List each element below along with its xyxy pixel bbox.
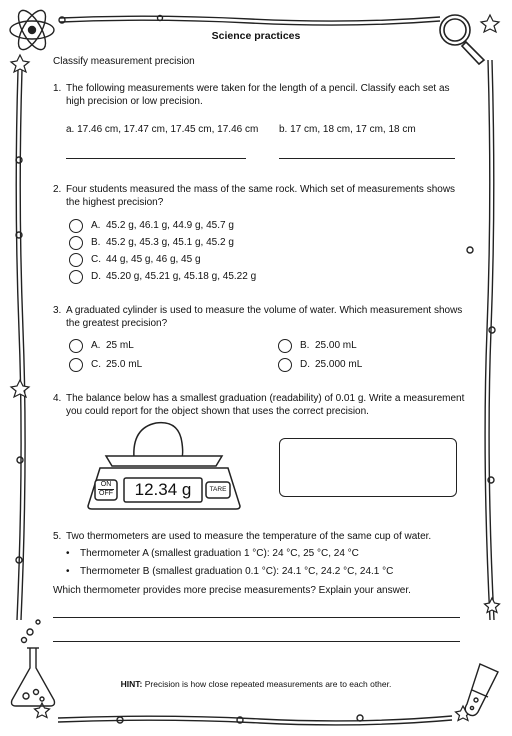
option-text: 25.00 mL [315, 340, 357, 351]
question-text-line1: A graduated cylinder is used to measure the volume of water. Which measurement shows [66, 305, 463, 316]
bullet-dot: • [66, 566, 70, 577]
q1-set-b: b. 17 cm, 18 cm, 17 cm, 18 cm [279, 124, 416, 135]
bullet-dot: • [66, 548, 70, 559]
answer-line-2[interactable] [53, 641, 460, 642]
question-number: 2. [53, 184, 62, 195]
page-title: Science practices [211, 30, 301, 42]
question-number: 3. [53, 305, 62, 316]
page-subtitle: Classify measurement precision [53, 56, 195, 67]
flask-icon [12, 620, 55, 706]
radio-circle[interactable] [278, 358, 292, 372]
question-text-line1: Two thermometers are used to measure the temperature of the same cup of water. [66, 531, 432, 542]
option-text: 45.2 g, 46.1 g, 44.9 g, 45.7 g [106, 220, 234, 231]
option-text: 25.000 mL [315, 359, 363, 370]
option-text: 45.2 g, 45.3 g, 45.1 g, 45.2 g [106, 237, 234, 248]
option-letter: D. [300, 359, 310, 370]
radio-circle[interactable] [69, 219, 83, 233]
option-letter: A. [91, 220, 101, 231]
question-number: 4. [53, 393, 62, 404]
question-text-line2: the highest precision? [66, 197, 164, 208]
hint-text [0, 679, 512, 689]
radio-circle[interactable] [69, 253, 83, 267]
question-5 [53, 530, 473, 546]
star-icon [11, 15, 500, 721]
tare-button[interactable]: TARE [209, 486, 227, 493]
radio-circle[interactable] [69, 236, 83, 250]
hint-label: HINT: [120, 679, 143, 689]
option-letter: C. [91, 359, 101, 370]
test-tube-icon [465, 664, 498, 716]
radio-circle[interactable] [69, 358, 83, 372]
option-text: 25 mL [106, 340, 134, 351]
question-text-line1: The balance below has a smallest graduation (readability) of 0.01 g. Write a measurement [66, 393, 465, 404]
on-off-button[interactable] [95, 481, 117, 498]
measurement-answer-box[interactable] [279, 438, 457, 497]
option-text: 44 g, 45 g, 46 g, 45 g [106, 254, 201, 265]
question-text-line2: high precision or low precision. [66, 96, 203, 107]
question-1 [53, 82, 473, 112]
option-letter: B. [91, 237, 101, 248]
off-label: OFF [99, 490, 113, 497]
radio-circle[interactable] [69, 339, 83, 353]
q1-set-a: a. 17.46 cm, 17.47 cm, 17.45 cm, 17.46 cm [66, 124, 259, 135]
option-letter: D. [91, 271, 101, 282]
answer-line-b[interactable] [279, 158, 455, 159]
question-3 [53, 304, 473, 334]
question-number: 5. [53, 531, 62, 542]
option-text: 25.0 mL [106, 359, 143, 370]
thermometer-b-readings: Thermometer B (smallest graduation 0.1 °C): 24.1 °C, 24.2 °C, 24.1 °C [80, 566, 394, 577]
question-2 [53, 183, 473, 213]
radio-circle[interactable] [69, 270, 83, 284]
question-text-line2: the greatest precision? [66, 318, 168, 329]
radio-circle[interactable] [278, 339, 292, 353]
answer-line-a[interactable] [66, 158, 246, 159]
question-number: 1. [53, 83, 62, 94]
option-letter: C. [91, 254, 101, 265]
thermometer-a-readings: Thermometer A (smallest graduation 1 °C): 24 °C, 25 °C, 24 °C [80, 548, 359, 559]
question-text-line1: The following measurements were taken for the length of a pencil. Classify each set as [66, 83, 450, 94]
option-text: 45.20 g, 45.21 g, 45.18 g, 45.22 g [106, 271, 257, 282]
hint-body: Precision is how close repeated measurements are to each other. [142, 679, 392, 689]
answer-line-1[interactable] [53, 617, 460, 618]
option-letter: A. [91, 340, 101, 351]
on-label: ON [100, 481, 112, 488]
question-text-line2: you could report for the object shown that uses the correct precision. [66, 406, 369, 417]
option-letter: B. [300, 340, 310, 351]
scale-display-reading: 12.34 g [134, 480, 192, 499]
question-text-line1: Four students measured the mass of the same rock. Which set of measurements shows [66, 184, 456, 195]
q5-question: Which thermometer provides more precise measurements? Explain your answer. [53, 585, 411, 596]
